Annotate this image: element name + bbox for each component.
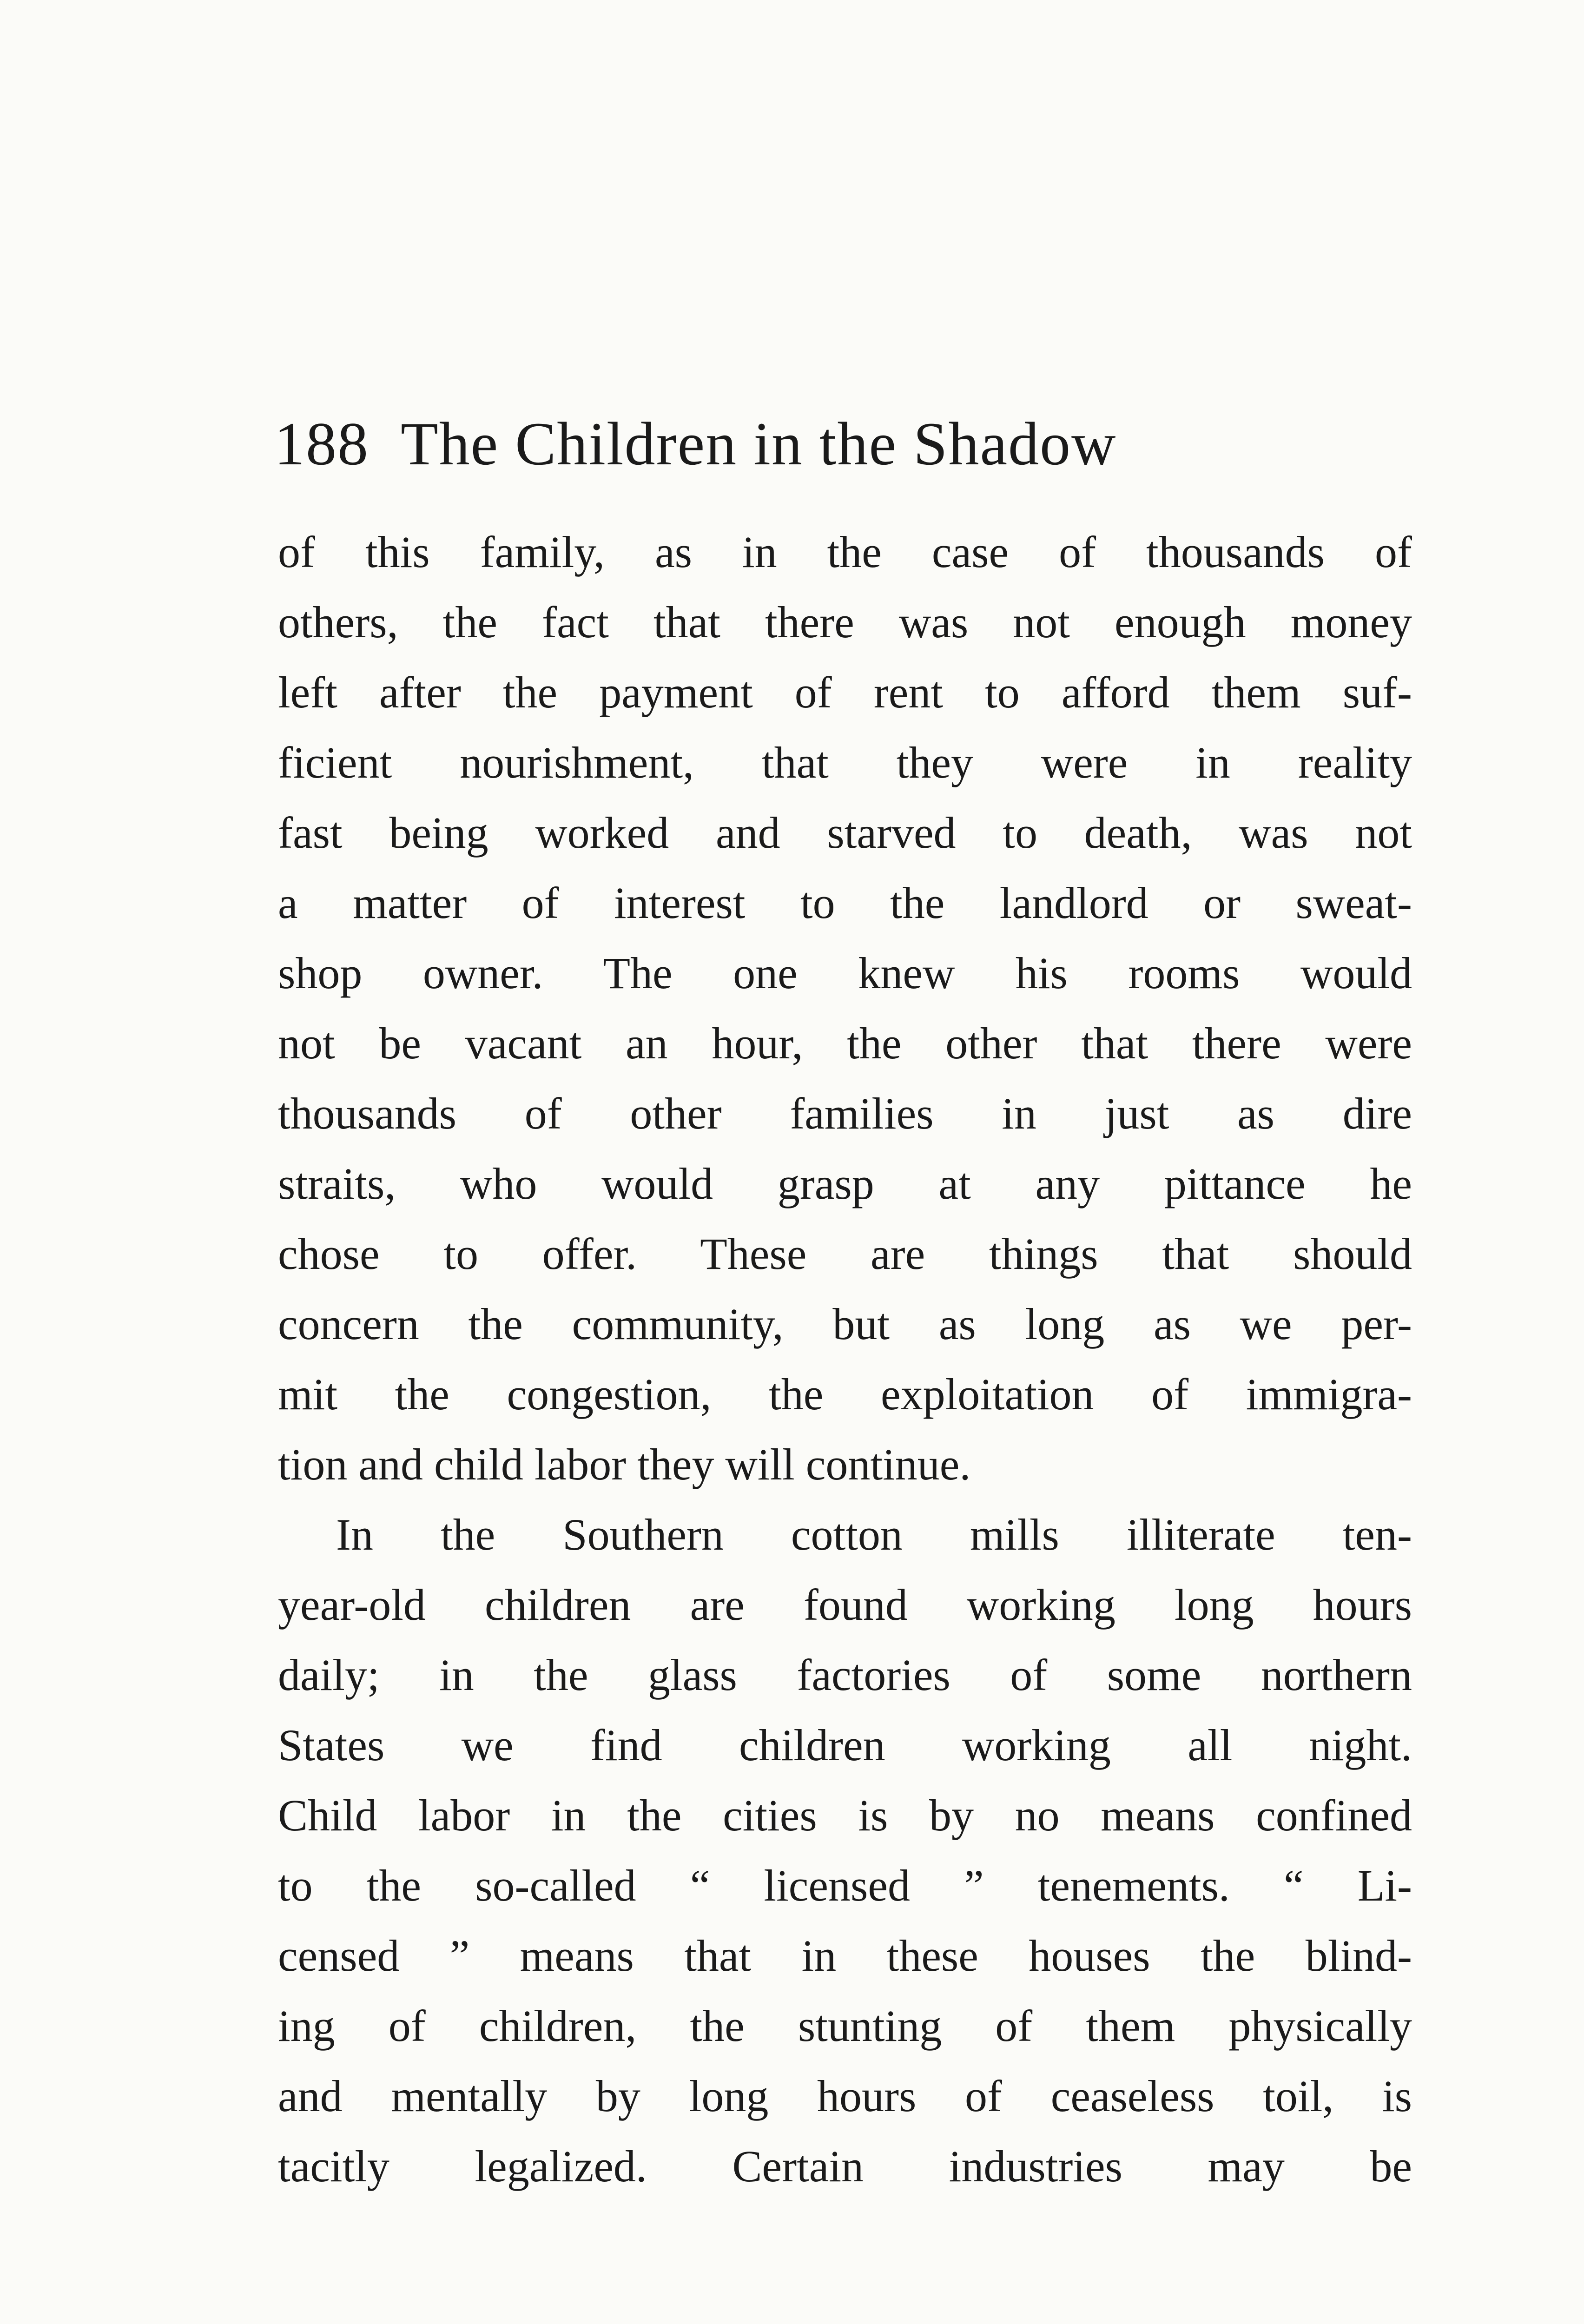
page-number: 188 [274,409,369,478]
text-line: Child labor in the cities is by no means confined [278,1790,1412,1840]
paragraph-first-line: In the Southern cotton mills illiterate ten- [336,1510,1412,1559]
text-line: to the so-called “ licensed ” tenements. “ Li- [278,1861,1412,1910]
text-line: and mentally by long hours of ceaseless toil, is [278,2071,1412,2121]
text-line: daily; in the glass factories of some northern [278,1650,1412,1700]
text-line: chose to offer. These are things that should [278,1229,1412,1279]
body-text [278,517,1412,2201]
text-line: of this family, as in the case of thousands of [278,527,1412,577]
text-line: not be vacant an hour, the other that there were [278,1018,1412,1068]
text-line: States we find children working all night. [278,1720,1412,1770]
text-line: mit the congestion, the exploitation of immigra- [278,1369,1412,1419]
text-line: tacitly legalized. Certain industries may be [278,2141,1412,2191]
text-line: straits, who would grasp at any pittance he [278,1159,1412,1208]
text-line: shop owner. The one knew his rooms would [278,948,1412,998]
text-line: others, the fact that there was not enough money [278,597,1412,647]
text-line: a matter of interest to the landlord or sweat- [278,878,1412,928]
text-line: censed ” means that in these houses the blind- [278,1931,1412,1981]
running-head [274,409,1418,479]
text-line: fast being worked and starved to death, was not [278,808,1412,858]
text-line: left after the payment of rent to afford them suf- [278,667,1412,717]
text-line: thousands of other families in just as dire [278,1089,1412,1138]
text-line: year-old children are found working long hours [278,1580,1412,1630]
running-title: The Children in the Shadow [401,409,1117,478]
text-line: ing of children, the stunting of them physically [278,2001,1412,2051]
paragraph-end-line: tion and child labor they will continue. [278,1439,971,1489]
text-line: concern the community, but as long as we per- [278,1299,1412,1349]
text-line: ficient nourishment, that they were in reality [278,738,1412,787]
